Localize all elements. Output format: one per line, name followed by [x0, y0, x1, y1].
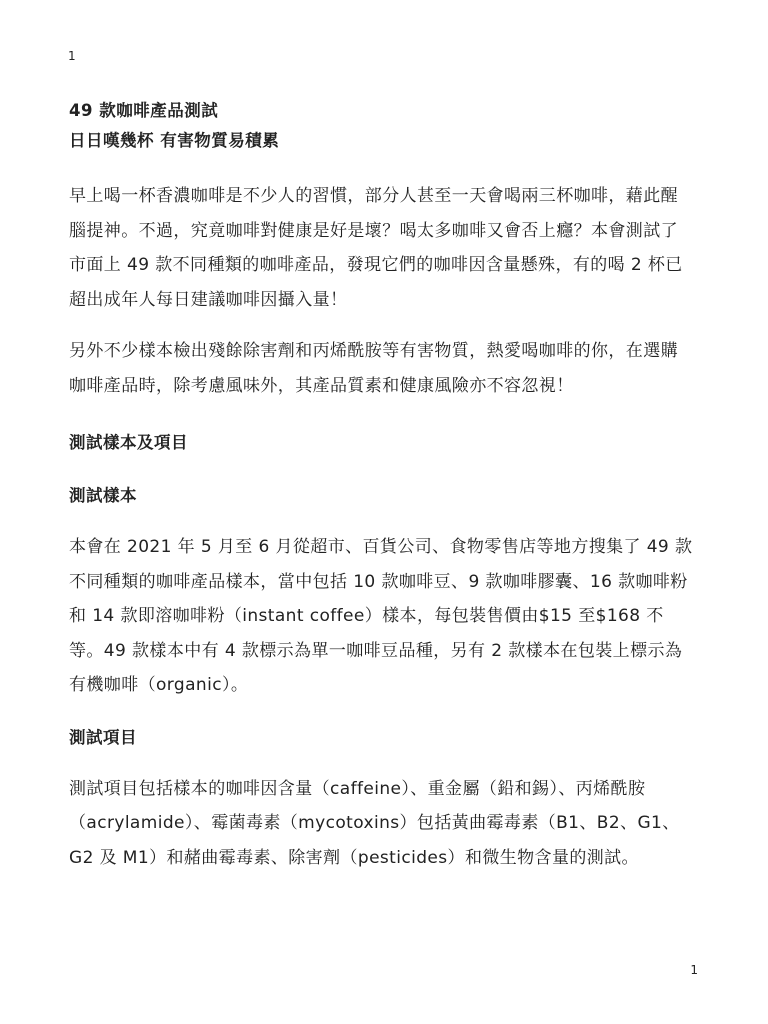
- section-heading: 測試樣本及項目: [69, 433, 188, 452]
- intro-paragraph-1: 早上喝一杯香濃咖啡是不少人的習慣，部分人甚至一天會喝兩三杯咖啡，藉此醒腦提神。不過，究竟咖啡對健康是好是壞？喝太多咖啡又會否上癮？本會測試了市面上 49 款不同種類的咖啡產品，發現它們的咖啡因含量懸殊，有的喝 2 杯已超出成年人每日建議咖啡因攝入量！: [69, 186, 683, 310]
- samples-heading: 測試樣本: [69, 486, 137, 505]
- article-body: [69, 96, 694, 875]
- article-title-line-1: 49 款咖啡產品測試: [69, 101, 219, 120]
- items-heading: 測試項目: [69, 727, 137, 747]
- article-title-line-2: 日日嘆幾杯 有害物質易積累: [69, 131, 280, 150]
- page-number-bottom: 1: [690, 963, 698, 977]
- items-paragraph: 測試項目包括樣本的咖啡因含量（caffeine）、重金屬（鉛和錫）、丙烯酰胺（acrylamide）、霉菌毒素（mycotoxins）包括黃曲霉毒素（B1、B2、G1、G2 及 M1）和赭曲霉毒素、除害劑（pesticides）和微生物含量的測試。: [69, 778, 680, 868]
- page-number-top: 1: [68, 49, 76, 63]
- samples-paragraph: 本會在 2021 年 5 月至 6 月從超市、百貨公司、食物零售店等地方搜集了 49 款不同種類的咖啡產品樣本，當中包括 10 款咖啡豆、9 款咖啡膠囊、16 款咖啡粉和 14 款即溶咖啡粉（instant coffee）樣本，每包裝售價由$15 至$168 不等。49 款樣本中有 4 款標示為單一咖啡豆品種，另有 2 款樣本在包裝上標示為有機咖啡（organic）。: [69, 537, 693, 695]
- intro-paragraph-2: 另外不少樣本檢出殘餘除害劑和丙烯酰胺等有害物質，熱愛喝咖啡的你，在選購咖啡產品時，除考慮風味外，其產品質素和健康風險亦不容忽視！: [69, 341, 678, 396]
